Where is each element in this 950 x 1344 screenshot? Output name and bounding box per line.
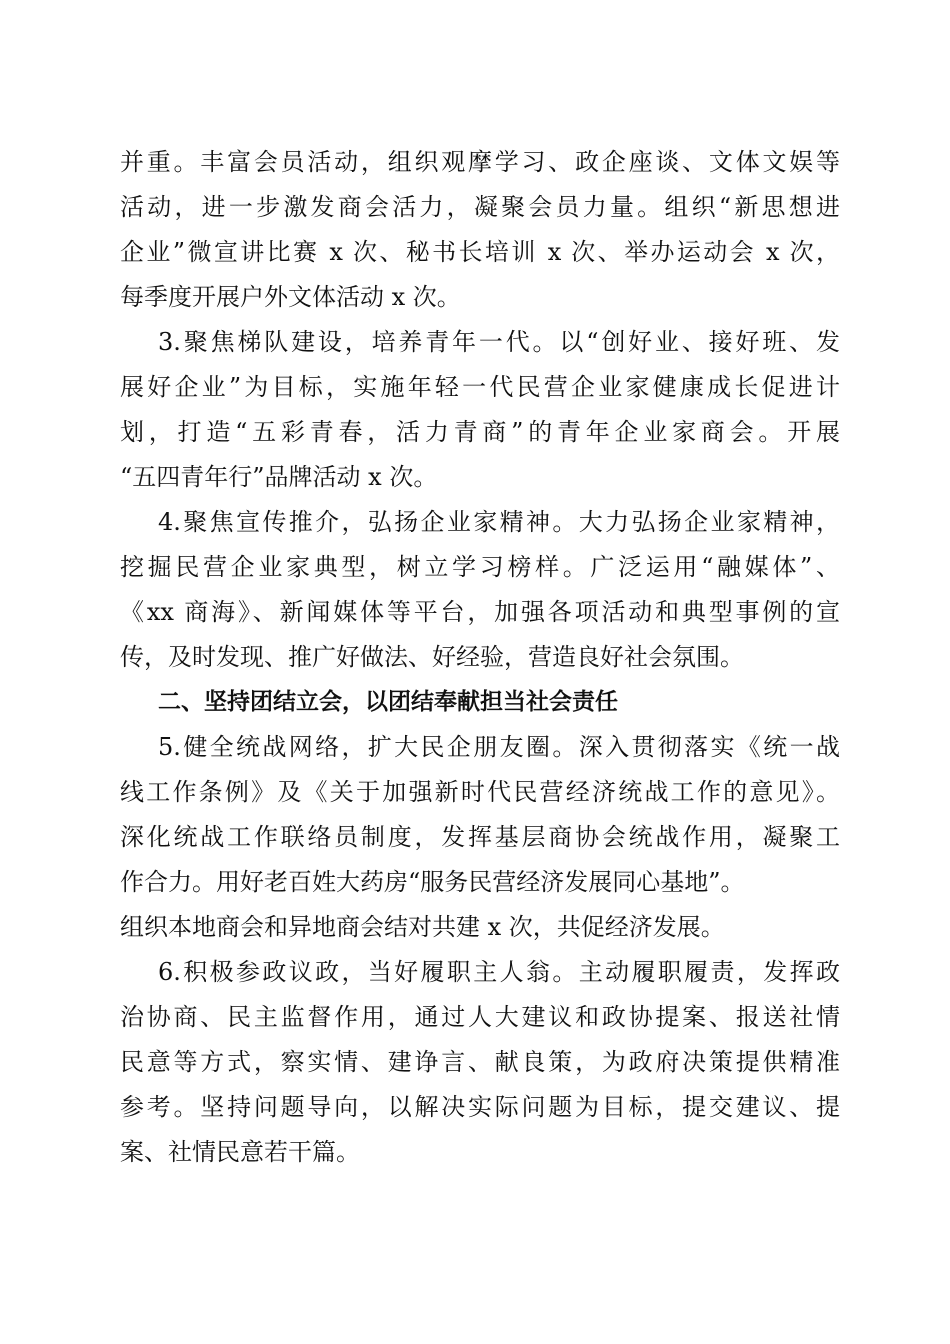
paragraph-line: 并重。丰富会员活动，组织观摩学习、政企座谈、文体文娱等 (120, 148, 840, 176)
paragraph-line: 参考。坚持问题导向，以解决实际问题为目标，提交建议、提 (120, 1093, 840, 1121)
paragraph-line: 3.聚焦梯队建设，培养青年一代。以“创好业、接好班、发 (158, 328, 840, 356)
paragraph-line: 传，及时发现、推广好做法、好经验，营造良好社会氛围。 (120, 643, 744, 671)
paragraph-line: 活动，进一步激发商会活力，凝聚会员力量。组织“新思想进 (120, 193, 840, 221)
paragraph-line: 展好企业”为目标，实施年轻一代民营企业家健康成长促进计 (120, 373, 840, 401)
paragraph-line: 6.积极参政议政，当好履职主人翁。主动履职履责，发挥政 (158, 958, 840, 986)
paragraph-line: “五四青年行”品牌活动 x 次。 (120, 463, 438, 491)
section-heading: 二、坚持团结立会，以团结奉献担当社会责任 (158, 689, 618, 715)
paragraph-line: 5.健全统战网络，扩大民企朋友圈。深入贯彻落实《统一战 (158, 733, 840, 761)
paragraph-line: 组织本地商会和异地商会结对共建 x 次，共促经济发展。 (120, 913, 725, 941)
paragraph-line: 治协商、民主监督作用，通过人大建议和政协提案、报送社情 (120, 1003, 840, 1031)
paragraph-line: 案、社情民意若干篇。 (120, 1138, 360, 1166)
paragraph-line: 挖掘民营企业家典型，树立学习榜样。广泛运用“融媒体”、 (120, 553, 840, 581)
paragraph-line: 作合力。用好老百姓大药房“服务民营经济发展同心基地”。 (120, 868, 745, 896)
paragraph-line: 每季度开展户外文体活动 x 次。 (120, 283, 461, 311)
paragraph-line: 深化统战工作联络员制度，发挥基层商协会统战作用，凝聚工 (120, 823, 840, 851)
paragraph-line: 民意等方式，察实情、建诤言、献良策，为政府决策提供精准 (120, 1048, 840, 1076)
paragraph-line: 线工作条例》及《关于加强新时代民营经济统战工作的意见》。 (120, 778, 840, 806)
paragraph-line: 企业”微宣讲比赛 x 次、秘书长培训 x 次、举办运动会 x 次， (120, 238, 840, 266)
paragraph-line: 划，打造“五彩青春，活力青商”的青年企业家商会。开展 (120, 418, 840, 446)
paragraph-line: 4.聚焦宣传推介，弘扬企业家精神。大力弘扬企业家精神， (158, 508, 840, 536)
paragraph-line: 《xx 商海》、新闻媒体等平台，加强各项活动和典型事例的宣 (120, 598, 840, 626)
